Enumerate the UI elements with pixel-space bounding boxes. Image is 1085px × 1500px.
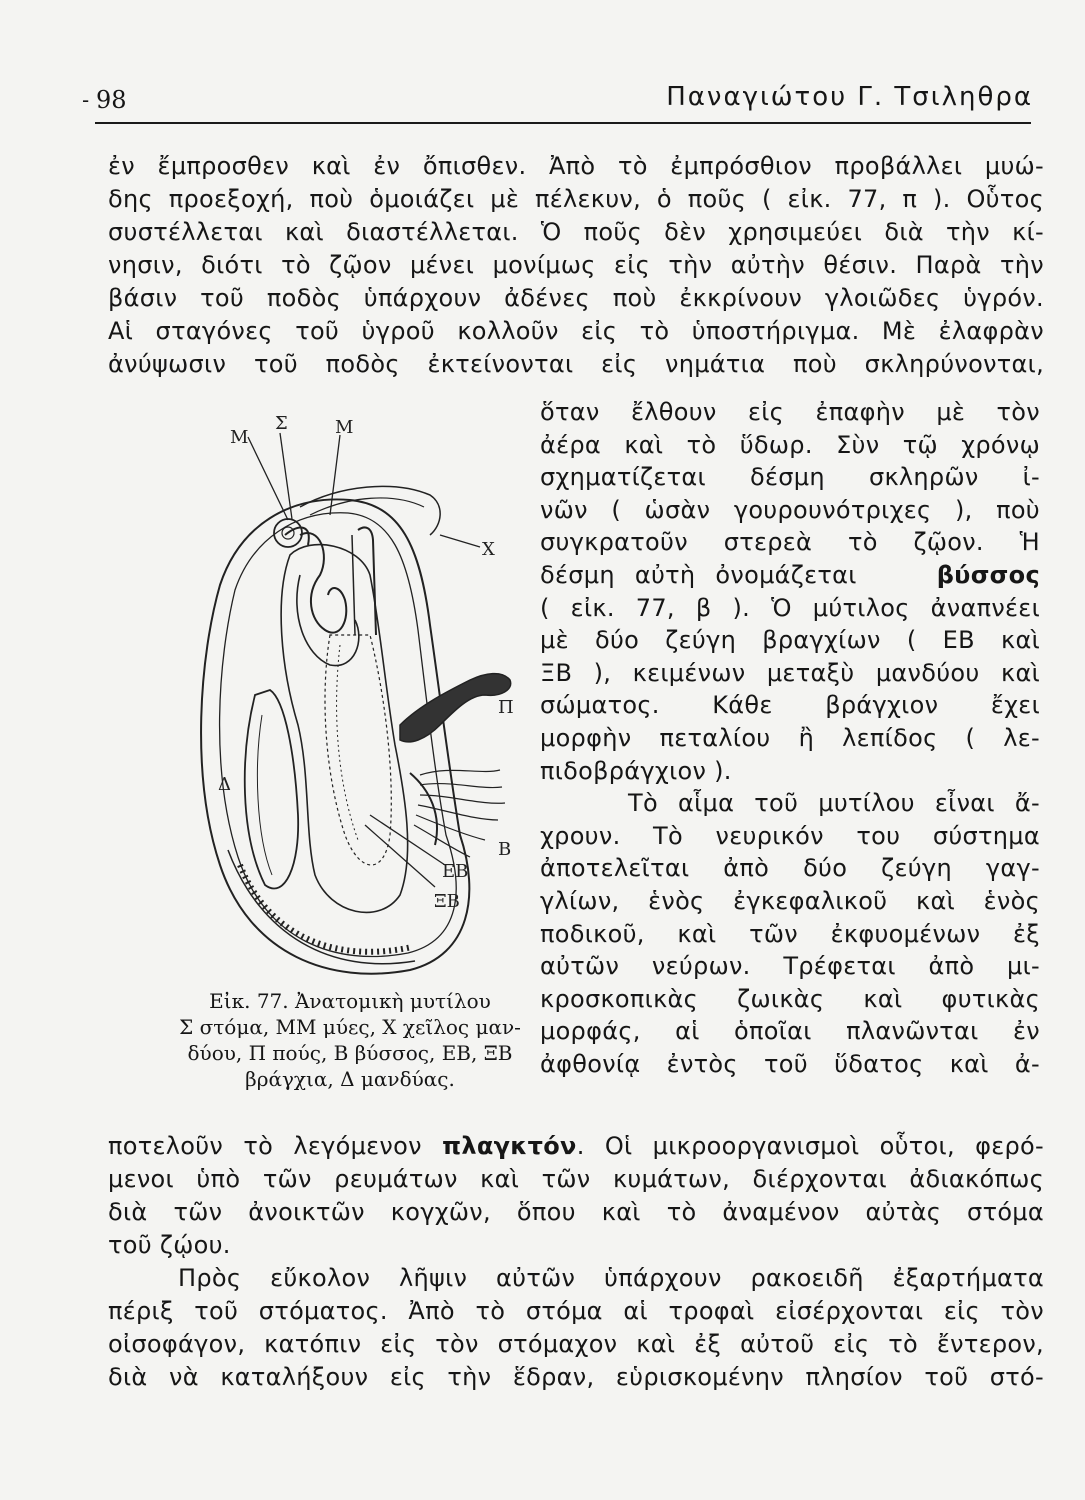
- text-line: ὅταν ἔλθουν εἰς ἐπαφὴν μὲ τὸν: [540, 398, 1040, 426]
- text-line: πέριξ τοῦ στόματος. Ἀπὸ τὸ στόμα αἱ τροφαὶ εἰσέρχονται εἰς τὸν: [108, 1297, 1044, 1325]
- text-line: γλίων, ἑνὸς ἐγκεφαλικοῦ καὶ ἑνὸς: [540, 886, 1040, 915]
- text-line: δης προεξοχή, ποὺ ὁμοιάζει μὲ πέλεκυν, ὁ ποῦς ( εἰκ. 77, π ). Οὗτος: [108, 185, 1044, 213]
- text-line: ἀνύψωσιν τοῦ ποδὸς ἐκτείνονται εἰς νημάτια ποὺ σκληρύνονται,: [108, 350, 1044, 378]
- term-plankton: πλαγκτόν: [442, 1132, 577, 1160]
- bottom-paragraphs: [108, 1130, 1044, 1394]
- text-fragment: δέσμη αὐτὴ ὀνομάζεται: [540, 560, 857, 589]
- header-rule: [95, 122, 1031, 124]
- figure-label-X: Χ: [482, 539, 495, 560]
- text-line: τοῦ ζῴου.: [108, 1231, 231, 1259]
- text-line: σχηματίζεται δέσμη σκληρῶν ἰ-: [540, 463, 1040, 492]
- leader-line: [330, 435, 340, 515]
- foot: [400, 674, 511, 742]
- text-line: χρουν. Τὸ νευρικόν του σύστημα: [540, 821, 1040, 850]
- text-fragment: ποτελοῦν τὸ λεγόμενον: [108, 1132, 422, 1160]
- figure-label-EB: ΕΒ: [442, 861, 469, 882]
- page-number: 98: [96, 86, 127, 114]
- caption-line: Σ στόμα, ΜΜ μύες, Χ χεῖλος μαν-: [179, 1015, 521, 1039]
- text-line: σώματος. Κάθε βράγχιον ἔχει: [540, 691, 1040, 720]
- text-line: συγκρατοῦν στερεὰ τὸ ζῷον. Ἡ: [540, 528, 1040, 557]
- figure-label-XiB: ΞΒ: [434, 891, 460, 912]
- text-line: ἀποτελεῖται ἀπὸ δύο ζεύγη γαγ-: [540, 854, 1040, 883]
- text-line: Πρὸς εὔκολον λῆψιν αὐτῶν ὑπάρχουν ρακοειδῆ ἐξαρτήματα: [178, 1264, 1044, 1292]
- text-line: κροσκοπικὰς ζωικὰς καὶ φυτικὰς: [540, 984, 1040, 1013]
- byssus-threads: [410, 770, 505, 857]
- text-line: ἐν ἔμπροσθεν καὶ ἐν ὄπισθεν. Ἀπὸ τὸ ἐμπρόσθιον προβάλλει μυώ-: [108, 152, 1044, 180]
- text-line: ΞΒ ), κειμένων μεταξὺ μανδύου καὶ: [540, 658, 1040, 687]
- text-line: ἀέρα καὶ τὸ ὕδωρ. Σὺν τῷ χρόνῳ: [540, 430, 1040, 459]
- text-line: ποδικοῦ, καὶ τῶν ἐκφυομένων ἐξ: [540, 919, 1040, 948]
- figure-label-M-left: Μ: [230, 427, 249, 448]
- figure-label-M-right: Μ: [335, 417, 354, 438]
- text-line: πιδοβράγχιον ).: [540, 756, 732, 785]
- leader-line: [440, 535, 480, 547]
- text-line: Αἱ σταγόνες τοῦ ὑγροῦ κολλοῦν εἰς τὸ ὑποστήριγμα. Μὲ ἐλαφρὰν: [108, 317, 1044, 345]
- side-column-text: [540, 396, 1040, 1080]
- mussel-anatomy-figure: [180, 395, 540, 990]
- gill-region: [325, 635, 391, 865]
- text-line: νησιν, διότι τὸ ζῷον μένει μονίμως εἰς τὴν αὐτὴν θέσιν. Παρὰ τὴν: [108, 251, 1044, 279]
- text-line: Τὸ αἷμα τοῦ μυτίλου εἶναι ἄ-: [628, 789, 1040, 818]
- figure-label-sigma: Σ: [275, 413, 288, 434]
- term-byssus: βύσσος: [936, 560, 1040, 589]
- running-header-title: Παναγιώτου Γ. Τσιληθρα: [666, 82, 1033, 112]
- mantle-lobe: [245, 690, 298, 889]
- text-line: μενοι ὑπὸ τῶν ρευμάτων καὶ τῶν κυμάτων, διέρχονται ἀδιακόπως: [108, 1165, 1044, 1193]
- text-line: αὐτῶν νεύρων. Τρέφεται ἀπὸ μι-: [540, 952, 1040, 981]
- figure-caption: [160, 988, 540, 1092]
- text-fragment: . Οἱ μικροοργανισμοὶ οὗτοι, φερό-: [576, 1132, 1044, 1160]
- text-line: συστέλλεται καὶ διαστέλλεται. Ὁ ποῦς δὲν χρησιμεύει διὰ τὴν κί-: [108, 218, 1044, 246]
- text-line: μορφάς, αἱ ὁποῖαι πλανῶνται ἐν: [540, 1017, 1040, 1046]
- text-line: διὰ νὰ καταλήξουν εἰς τὴν ἕδραν, εὑρισκομένην πλησίον τοῦ στό-: [108, 1363, 1044, 1391]
- text-line: μορφὴν πεταλίου ἢ λεπίδος ( λε-: [540, 723, 1040, 752]
- text-line: μὲ δύο ζεύγη βραγχίων ( ΕΒ καὶ: [540, 626, 1040, 655]
- caption-line: Εἰκ. 77. Ἀνατομικὴ μυτίλου: [209, 989, 491, 1013]
- text-line: οἰσοφάγον, κατόπιν εἰς τὸν στόμαχον καὶ ἐξ αὐτοῦ εἰς τὸ ἔντερον,: [108, 1330, 1044, 1358]
- text-line: νῶν ( ὡσὰν γουρουνότριχες ), ποὺ: [540, 495, 1040, 524]
- text-line: διὰ τῶν ἀνοικτῶν κογχῶν, ὅπου καὶ τὸ ἀναμένον αὐτὰς στόμα: [108, 1198, 1044, 1226]
- page-edge-mark: -: [82, 88, 90, 112]
- caption-line: δύου, Π πούς, Β βύσσος, ΕΒ, ΞΒ: [187, 1041, 513, 1065]
- text-line: ( εἰκ. 77, β ). Ὁ μύτιλος ἀναπνέει: [540, 593, 1040, 622]
- figure-label-Pi: Π: [498, 697, 514, 718]
- text-line: βάσιν τοῦ ποδὸς ὑπάρχουν ἀδένες ποὺ ἐκκρίνουν γλοιῶδες ὑγρόν.: [108, 284, 1044, 312]
- figure-label-B: Β: [498, 839, 512, 860]
- text-line: ἀφθονίᾳ ἐντὸς τοῦ ὕδατος καὶ ἀ-: [540, 1049, 1040, 1078]
- top-paragraph: [108, 150, 1044, 381]
- text-line-plankton: [108, 1130, 1044, 1163]
- caption-line: βράγχια, Δ μανδύας.: [245, 1067, 455, 1091]
- text-line-byssus: [540, 559, 1040, 592]
- figure-label-Delta: Δ: [218, 774, 231, 795]
